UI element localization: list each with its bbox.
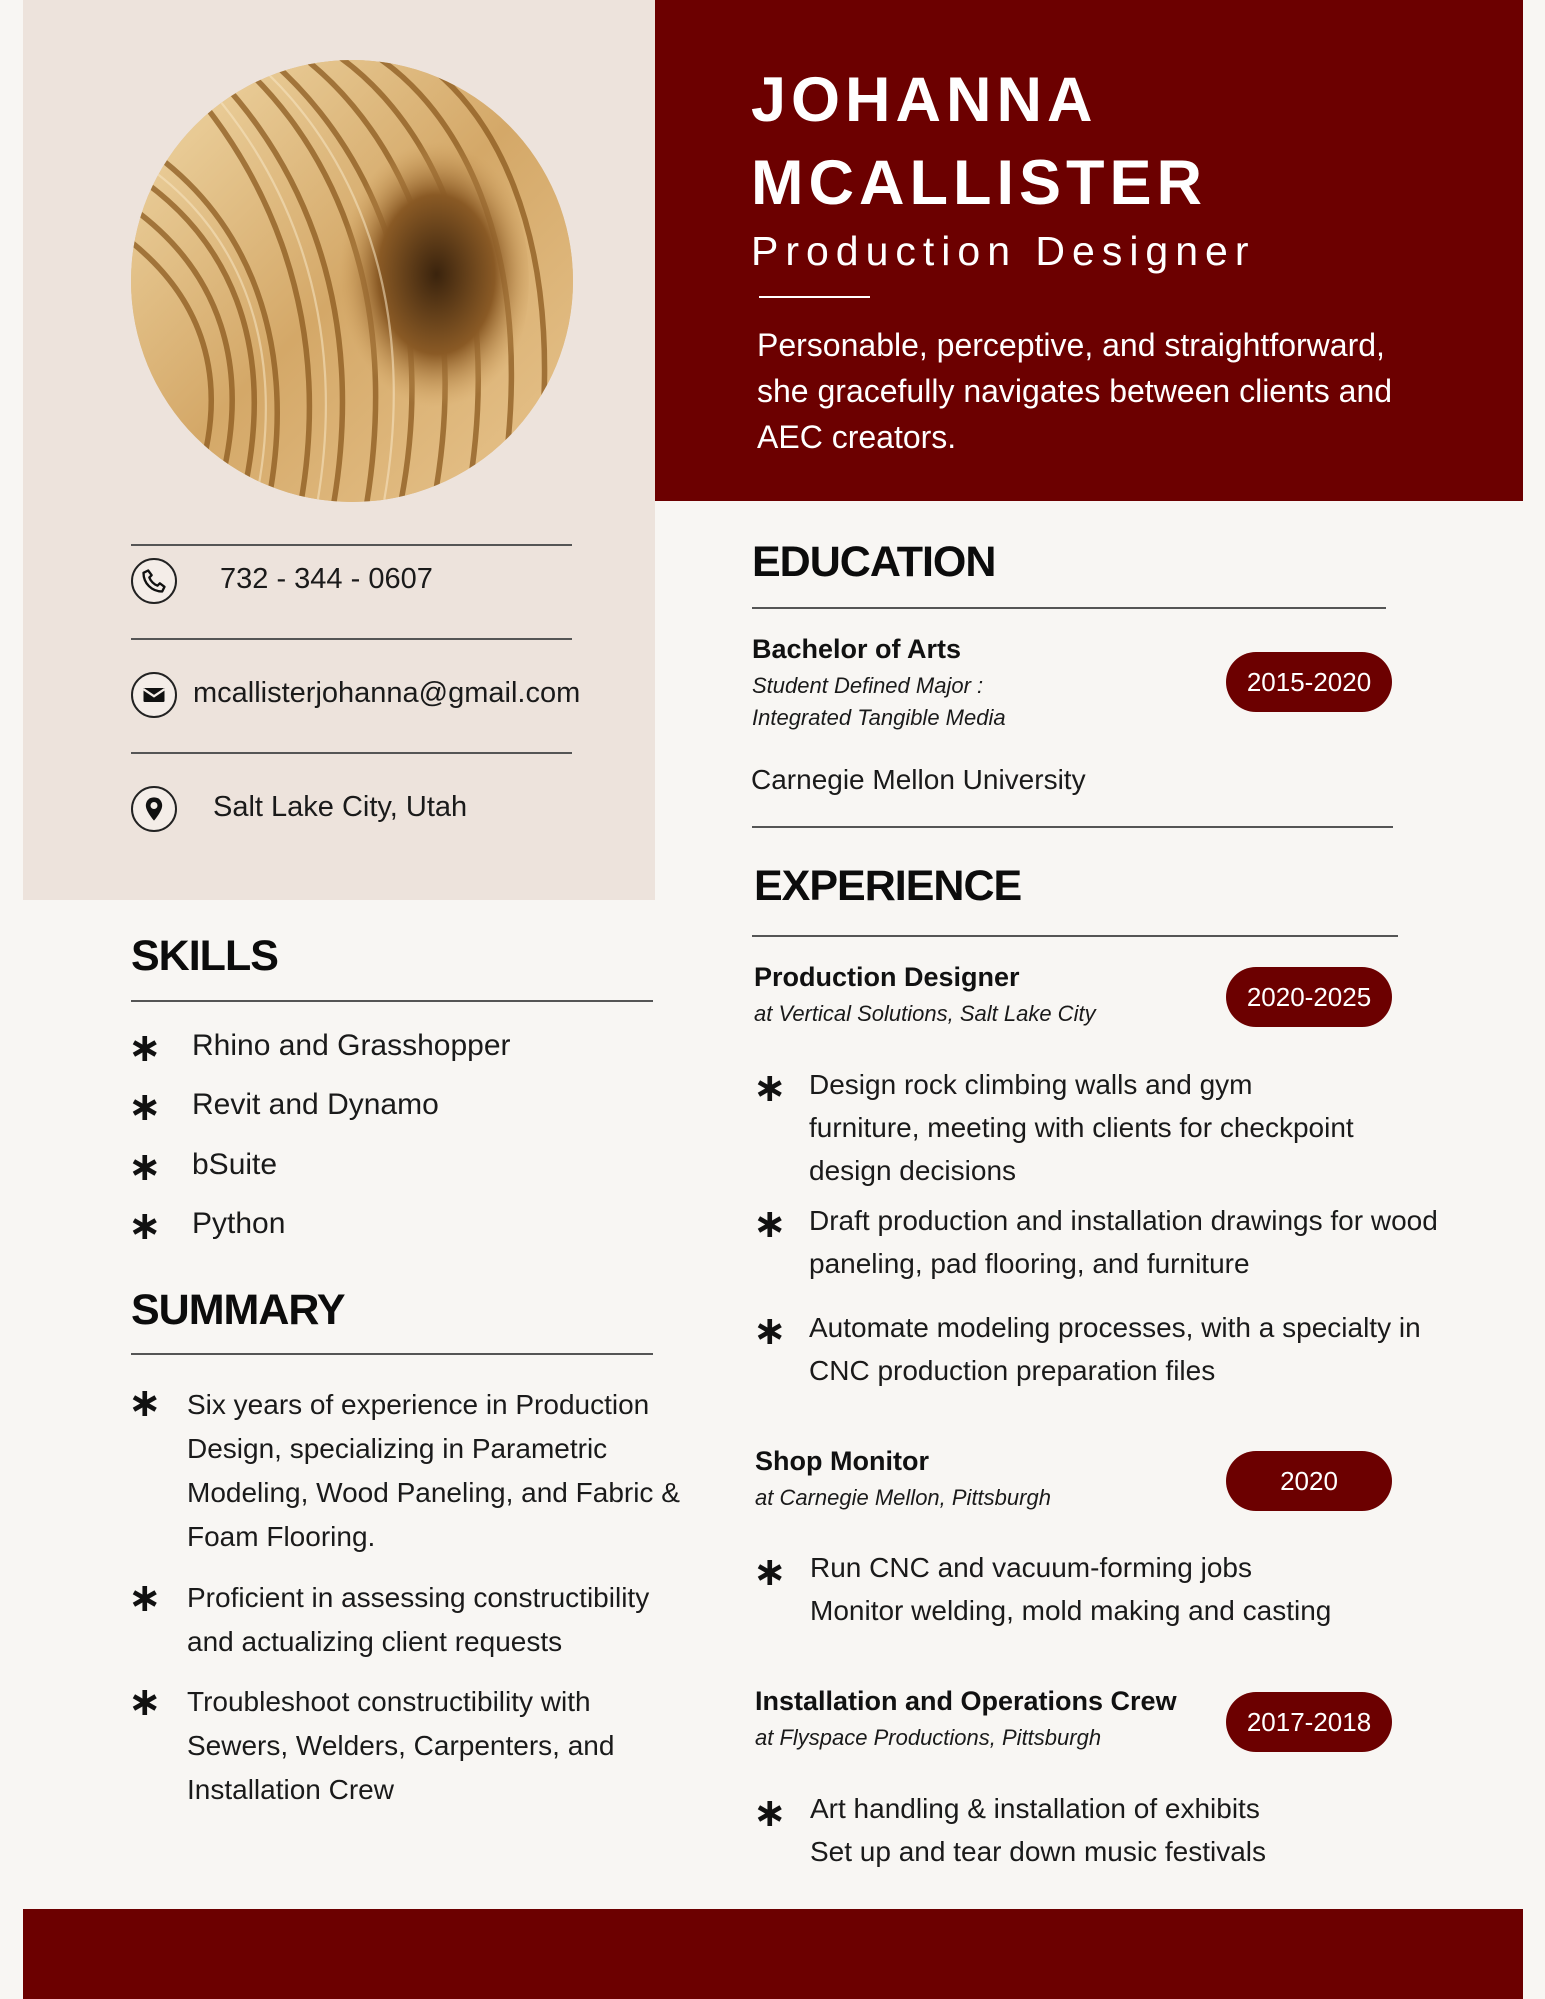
bullet-icon: ∗ bbox=[753, 1550, 787, 1594]
first-name: JOHANNA bbox=[751, 65, 1098, 135]
job-title: Production Designer bbox=[751, 228, 1256, 274]
abstract-wood-image bbox=[131, 60, 573, 502]
divider bbox=[752, 607, 1386, 609]
bullet-icon: ∗ bbox=[128, 1204, 162, 1248]
divider bbox=[752, 826, 1393, 828]
job-bullet: Monitor welding, mold making and casting bbox=[810, 1595, 1332, 1626]
major-line: Student Defined Major : bbox=[752, 673, 984, 698]
envelope-icon bbox=[131, 672, 177, 718]
job-bullet: Design rock climbing walls and gym furniture, meeting with clients for checkpoint design decisions bbox=[809, 1069, 1354, 1186]
summary-heading: SUMMARY bbox=[131, 1286, 345, 1334]
bullet-icon: ∗ bbox=[128, 1145, 162, 1189]
date-badge: 2020-2025 bbox=[1226, 967, 1392, 1027]
job-bullet: Run CNC and vacuum-forming jobs bbox=[810, 1552, 1252, 1583]
skill-item: Python bbox=[192, 1207, 286, 1240]
job-bullet: Art handling & installation of exhibits bbox=[810, 1793, 1260, 1824]
divider bbox=[131, 544, 572, 546]
job-place: at Carnegie Mellon, Pittsburgh bbox=[755, 1485, 1051, 1510]
profile-photo bbox=[131, 60, 573, 502]
location: Salt Lake City, Utah bbox=[213, 791, 468, 823]
bullet-icon: ∗ bbox=[128, 1026, 162, 1070]
skill-item: bSuite bbox=[192, 1148, 278, 1181]
bullet-icon: ∗ bbox=[128, 1085, 162, 1129]
date-badge: 2020 bbox=[1226, 1451, 1392, 1511]
summary-item: Proficient in assessing constructibility and actualizing client requests bbox=[187, 1582, 650, 1657]
bullet-icon: ∗ bbox=[128, 1576, 162, 1620]
bullet-icon: ∗ bbox=[128, 1381, 162, 1425]
job-title: Production Designer bbox=[754, 962, 1020, 992]
email-address[interactable]: mcallisterjohanna@gmail.com bbox=[193, 677, 581, 709]
skill-item: Revit and Dynamo bbox=[192, 1088, 439, 1121]
phone-number[interactable]: 732 - 344 - 0607 bbox=[220, 563, 433, 595]
bullet-icon: ∗ bbox=[753, 1066, 787, 1110]
skills-heading: SKILLS bbox=[131, 932, 278, 980]
divider bbox=[131, 638, 572, 640]
divider bbox=[131, 1353, 653, 1355]
job-place: at Vertical Solutions, Salt Lake City bbox=[754, 1001, 1096, 1026]
divider bbox=[752, 935, 1398, 937]
major-line: Integrated Tangible Media bbox=[752, 705, 1006, 730]
divider bbox=[131, 1000, 653, 1002]
phone-icon bbox=[131, 558, 177, 604]
job-bullet: Set up and tear down music festivals bbox=[810, 1836, 1267, 1867]
last-name: MCALLISTER bbox=[751, 148, 1207, 218]
degree: Bachelor of Arts bbox=[752, 634, 962, 664]
job-title: Shop Monitor bbox=[755, 1446, 929, 1476]
school-name: Carnegie Mellon University bbox=[751, 764, 1086, 795]
title-underline bbox=[759, 296, 870, 298]
map-pin-icon bbox=[131, 786, 177, 832]
job-title: Installation and Operations Crew bbox=[755, 1686, 1177, 1716]
divider bbox=[131, 752, 572, 754]
job-place: at Flyspace Productions, Pittsburgh bbox=[755, 1725, 1102, 1750]
bullet-icon: ∗ bbox=[753, 1791, 787, 1835]
skill-item: Rhino and Grasshopper bbox=[192, 1029, 511, 1062]
summary-item: Troubleshoot constructibility with Sewers, Welders, Carpenters, and Installation Crew bbox=[187, 1686, 615, 1805]
date-badge: 2017-2018 bbox=[1226, 1692, 1392, 1752]
job-bullet: Automate modeling processes, with a specialty in CNC production preparation files bbox=[809, 1312, 1421, 1386]
footer-band bbox=[23, 1909, 1523, 1999]
job-bullet: Draft production and installation drawings for wood paneling, pad flooring, and furniture bbox=[809, 1205, 1438, 1279]
education-heading: EDUCATION bbox=[752, 538, 996, 586]
experience-heading: EXPERIENCE bbox=[754, 862, 1022, 910]
bullet-icon: ∗ bbox=[753, 1309, 787, 1353]
date-badge: 2015-2020 bbox=[1226, 652, 1392, 712]
tagline: Personable, perceptive, and straightforward, she gracefully navigates between clients and AEC creators. bbox=[757, 327, 1393, 455]
bullet-icon: ∗ bbox=[753, 1202, 787, 1246]
summary-item: Six years of experience in Production Design, specializing in Parametric Modeling, Wood Paneling, and Fabric & Foam Flooring. bbox=[187, 1389, 680, 1552]
bullet-icon: ∗ bbox=[128, 1680, 162, 1724]
